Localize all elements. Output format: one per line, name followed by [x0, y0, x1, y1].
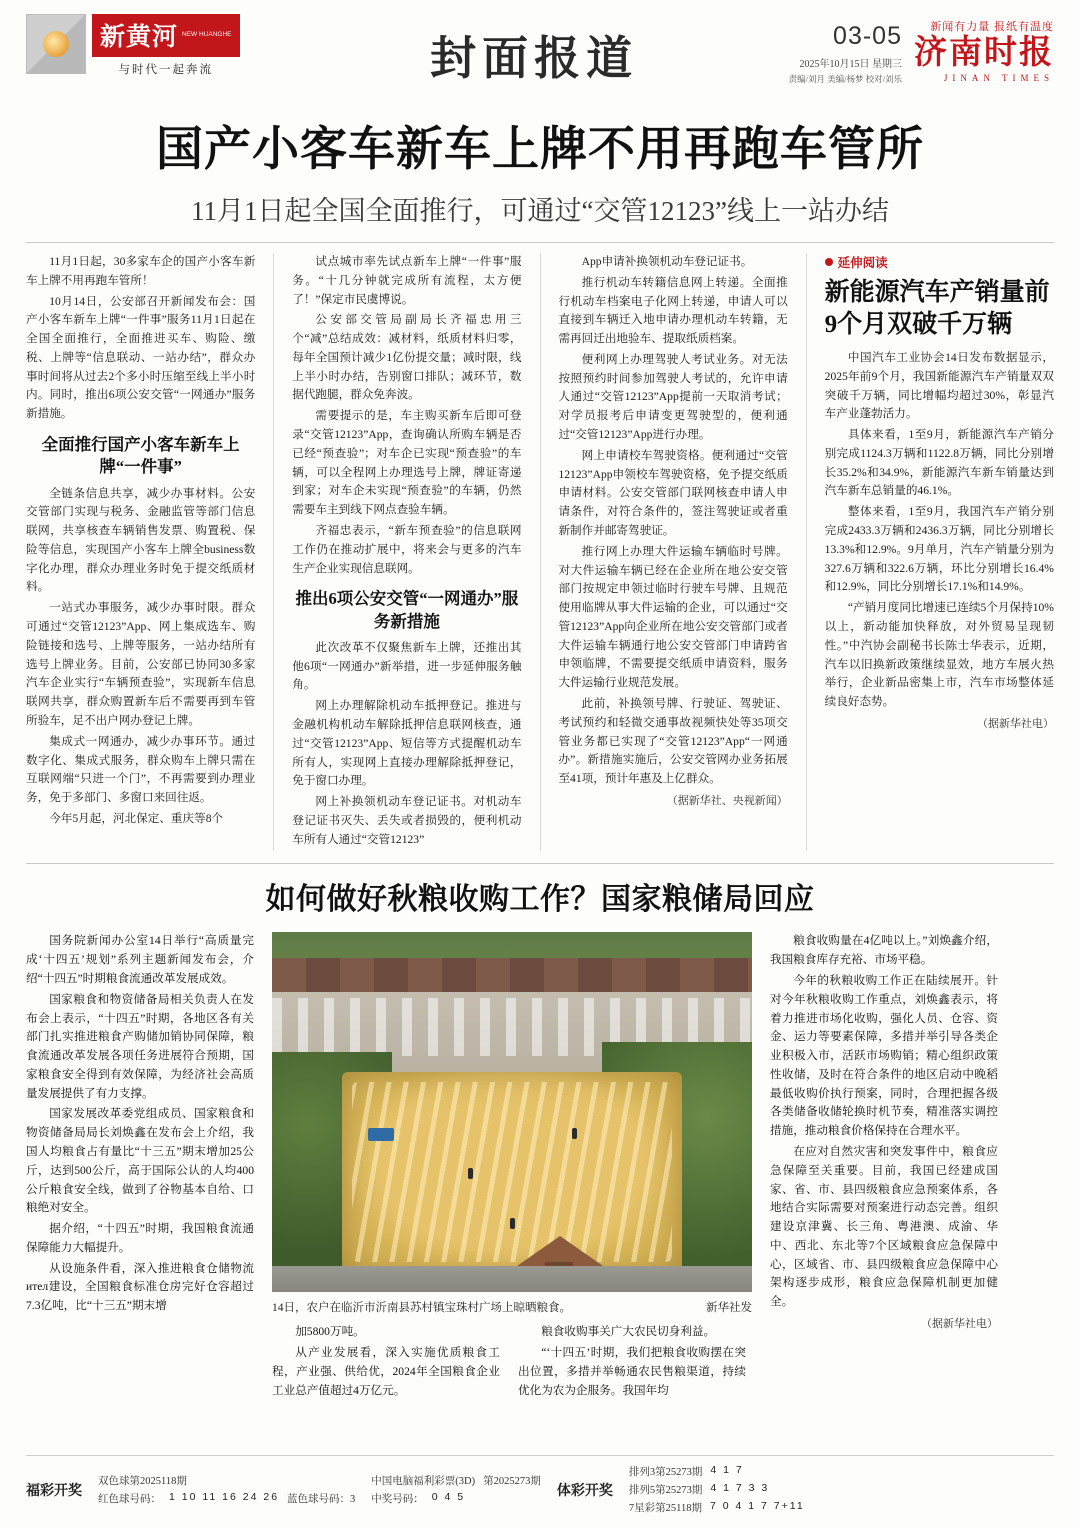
paragraph: 便利网上办理驾驶人考试业务。对无法按照预约时间参加驾驶人考试的，允许申请人通过“交管12123”App提前一天取消考试；对学员报考后申请变更驾驶型的，便利通过“交管12123”App进行办理。	[558, 352, 788, 442]
masthead	[26, 0, 1054, 100]
lottery-footer	[26, 1455, 1054, 1515]
paragraph: 从设施条件看，深入推进粮食仓储物流ител建设，全国粮食标准仓房完好仓容超过7.3亿吨，比“十三五”期末增	[26, 1261, 254, 1313]
photo-road	[272, 1266, 752, 1292]
photo-person	[468, 1168, 473, 1179]
bullet-dot-icon	[825, 258, 833, 266]
paragraph: App申请补换领机动车登记证书。	[581, 255, 753, 268]
paragraph: 网上办理解除机动车抵押登记。推进与金融机构机动车解除抵押信息联网核查，通过“交管12123”App、短信等方式提醒机动车所有人，实现网上直接办理解除抵押登记，免于窗口办理。	[292, 699, 522, 788]
story2-source: （据新华社电）	[921, 1318, 998, 1331]
photo-truck	[368, 1128, 394, 1141]
lead-subsection-title-1: 全面推行国产小客车新车上牌“一件事”	[41, 435, 240, 477]
sidebar-title: 新能源汽车产销量前9个月双破千万辆	[824, 279, 1050, 338]
sports-row2-numbers: 4 1 7 3 3	[710, 1482, 770, 1494]
qr-code-icon[interactable]	[26, 14, 86, 74]
paragraph: 集成式一网通办，减少办事环节。通过数字化、集成式服务，群众购车上牌只需在互联网端“只进一个门”，不再需要到办理业务，免于多部门、多窗口来回往返。	[26, 734, 256, 805]
paragraph: 推行网上办理大件运输车辆临时号牌。对大件运输车辆已经在企业所在地公安交管部门按规定申领过临时行驶车号牌、且规范使用临牌从事大件运输的企业，可以通过“交管12123”App向企业所在地公安交管部门或者大件运输车辆通行地公安交管部门申请跨省申领临牌，不需要提交纸质申请资料，服务大件运输行业规范发展。	[558, 544, 788, 690]
story2-columns	[26, 932, 1054, 1402]
welfare-lottery-block	[98, 1473, 355, 1506]
logo-badge	[92, 14, 240, 57]
photo-person	[510, 1218, 515, 1229]
story2-column-4	[770, 932, 998, 1333]
section-title: 封面报道	[430, 33, 639, 84]
paragraph: 具体来看，1至9月，新能源汽车产销分别完成1124.3万辆和1122.8万辆，同比分别增长35.2%和34.9%，新能源汽车新车销量达到汽车新车总销量的46.1%。	[824, 428, 1054, 498]
lead-subhead: 11月1日起全国全面推行，可通过“交管12123”线上一站办结	[191, 196, 889, 226]
paragraph: 一站式办事服务，减少办事时限。群众可通过“交管12123”App、网上集成选车、购险链接和选号、上牌等服务，一站办结所有选号上牌业务。目前，公安部已协同30多家汽车企业实行“车辆预查验”，实现新车信息联网共享，群众购置新车后不需要再到车管所验车，足不出户网办登记上牌。	[26, 601, 256, 727]
paragraph: 粮食收购事关广大农民切身利益。	[541, 1325, 716, 1339]
paragraph: 今年的秋粮收购工作正在陆续展开。针对今年秋粮收购工作重点，刘焕鑫表示，将着力推进市场化收购，强化人员、仓容、资金、运力等要素保障，多措并举引导各类企业积极入市，活跃市场购销；精心组织政策性收储，及时在符合条件的地区启动中晚稻最低收购价执行预案，同时，合理把握各级各类储备收储轮换时机节奏，精准落实调控措施，推动粮食价格保持在合理水平。	[770, 973, 998, 1138]
lottery-3d-label: 中奖号码：	[371, 1494, 424, 1505]
lottery-row	[629, 1500, 805, 1515]
lottery-red-label: 红色球号码：	[98, 1494, 161, 1505]
sports-row3-numbers: 7 0 4 1 7 7+11	[710, 1500, 805, 1512]
paper-slogan: 新闻有力量 报纸有温度	[930, 21, 1054, 33]
lottery-row	[629, 1482, 805, 1497]
lead-source: （据新华社、央视新闻）	[666, 794, 788, 807]
page-title: 国产小客车新车上牌不用再跑车管所	[156, 124, 924, 176]
sports-lottery-title: 体彩开奖	[556, 1483, 613, 1499]
lottery-row	[98, 1473, 355, 1488]
paper-brand	[914, 18, 1054, 83]
sidebar-extended-reading	[825, 253, 1054, 734]
lead-subsection-title-2: 推出6项公安交管“一网通办”服务新措施	[295, 589, 519, 631]
paragraph: 国家粮食和物资储备局相关负责人在发布会上表示，“十四五”时期，各地区各有关部门扎实推进粮食产购储加销协同保障，粮食流通改革发展各项任务进展符合预期，国家粮食安全得到有效保障，为经济社会高质量发展提供了有力支撑。	[26, 992, 254, 1100]
paragraph: 加5800万吨。	[295, 1325, 365, 1339]
story2-column-2	[272, 1323, 500, 1402]
paragraph: 今年5月起，河北保定、重庆等8个	[49, 811, 224, 825]
photo-roofs	[272, 958, 752, 992]
welfare-lottery-title: 福彩开奖	[26, 1483, 82, 1499]
lead-column-1	[26, 253, 255, 831]
issue-info	[789, 18, 902, 85]
lottery-issue-label: 双色球第2025118期	[98, 1476, 187, 1487]
column-divider	[540, 253, 541, 851]
paragraph: 试点城市率先试点新车上牌“一件事”服务。“十几分钟就完成所有流程，太方便了！”保定市民虞博说。	[292, 255, 522, 306]
column-divider	[273, 253, 274, 851]
sidebar-source: （据新华社电）	[976, 717, 1054, 730]
masthead-left	[26, 14, 240, 77]
lead-column-3	[558, 253, 787, 811]
paper-name: 济南时报	[914, 35, 1054, 71]
story2-photo-block	[272, 932, 752, 1402]
lottery-row	[371, 1473, 541, 1488]
lottery-row	[98, 1491, 355, 1506]
paragraph: 网上补换领机动车登记证书。对机动车登记证书灭失、丢失或者损毁的，便利机动车所有人通过“交管12123”	[292, 795, 522, 846]
sports-row2-label: 排列5第25273期	[628, 1485, 703, 1496]
lottery-3d-issue: 第2025273期	[483, 1476, 541, 1487]
paragraph: 公安部交管局副局长齐福忠用三个“减”总结成效：减材料，纸质材料归零，每年全国预计减少1亿份提交量；减时限，线上半小时办结，告别窗口排队；减环节，数据代跑腿，群众免奔波。	[292, 313, 522, 402]
paragraph: 此次改革不仅聚焦新车上牌，还推出其他6项“一网通办”新举措，进一步延伸服务触角。	[292, 640, 522, 692]
lottery-3d-numbers: 0 4 5	[431, 1491, 466, 1503]
photo-credit: 新华社发	[706, 1302, 752, 1315]
paragraph: 网上申请校车驾驶资格。便利通过“交管12123”App申领校车驾驶资格，免予提交纸质申请材料。公安交管部门联网核查申请人申请条件，对符合条件的，签注驾驶证或者重新制作并邮寄驾驶证。	[558, 448, 788, 537]
lottery-red-numbers: 1 10 11 16 24 26	[169, 1491, 280, 1503]
sports-row1-numbers: 4 1 7	[710, 1464, 744, 1476]
lead-headline-block	[26, 112, 1054, 228]
paragraph: 此前，补换领号牌、行驶证、驾驶证、考试预约和轻微交通事故视频快处等35项交管业务都已实现了“交管12123”App“一网通办”。新措施实施后，公安交管网办业务拓展至41项，预计年惠及上亿群众。	[558, 696, 788, 786]
paragraph: 从产业发展看，深入实施优质粮食工程，产业强、供给优，2024年全国粮食企业工业总产值超过4万亿元。	[272, 1346, 500, 1397]
story2-bottom-columns	[272, 1323, 752, 1402]
page-number: 03-05	[833, 22, 902, 50]
story2-column-3	[518, 1323, 746, 1402]
welfare-3d-block	[371, 1473, 541, 1506]
issue-date: 2025年10月15日 星期三	[799, 59, 902, 70]
paragraph: 推行机动车转籍信息网上转递。全面推行机动车档案电子化网上转递，申请人可以直接到车辆迁入地申请办理机动车转籍，无需再回迁出地验车、提取纸质档案。	[558, 275, 788, 346]
logo-name-en: NEW HUANGHE	[182, 31, 232, 39]
sidebar-body	[825, 349, 1054, 734]
sidebar-tag	[825, 253, 1054, 271]
lead-column-2	[292, 253, 521, 851]
logo-slogan: 与时代一起奔流	[118, 64, 213, 76]
photo-caption: 14日，农户在临沂市沂南县苏村镇宝珠村广场上晾晒粮食。	[272, 1302, 571, 1315]
paragraph: 11月1日起，30多家车企的国产小客车新车上牌不用再跑车管所！	[26, 255, 256, 287]
divider	[26, 242, 1054, 243]
paragraph: 在应对自然灾害和突发事件中，粮食应急保障至关重要。目前，我国已经建成国家、省、市、县四级粮食应急预案体系，各地结合实际需要对预案进行动态完善。组织建设京津冀、长三角、粤港澳、成渝、华中、西北、东北等7个区域粮食应急保障中心，区域省、市、县四级粮食应急保障中心架构逐步成形，粮食应急保障机制更加健全。	[770, 1145, 998, 1309]
lottery-3d-name: 中国电脑福利彩票(3D)	[371, 1476, 476, 1487]
lottery-row	[371, 1491, 541, 1506]
paragraph: “‘十四五’时期，我们把粮食收购摆在突出位置，多措并举畅通农民售粮渠道，持续优化为农为企服务。我国年均	[518, 1346, 746, 1397]
paragraph: 粮食收购量在4亿吨以上。”刘焕鑫介绍，我国粮食库存充裕、市场平稳。	[770, 934, 998, 967]
divider	[26, 863, 1054, 864]
publisher-logo	[92, 14, 240, 77]
photo-caption-row	[272, 1299, 752, 1315]
sports-row3-label: 7星彩第25118期	[628, 1503, 702, 1514]
paragraph: 全链条信息共享，减少办事材料。公安交管部门实现与税务、金融监管等部门信息联网，共享核查车辆销售发票、购置税、保险等信息，实现国产小客车上牌全business数字化办理，群众办理业务时免于提交纸质材料。	[26, 486, 256, 594]
paragraph: “产销月度同比增速已连续5个月保持10%以上，新动能加快释放，对外贸易呈现韧性。”中汽协会副秘书长陈士华表示，近期，汽车以旧换新政策继续显效，地方车展火热举行，企业新品密集上市，汽车市场整体延续良好态势。	[824, 601, 1054, 709]
story2-column-1	[26, 932, 254, 1318]
photo-grain-rows	[352, 1082, 672, 1262]
paragraph: 国家发展改革委党组成员、国家粮食和物资储备局局长刘焕鑫在发布会上介绍，我国人均粮食占有量比“十三五”期末增加25公斤，达到500公斤，高于国际公认的人均400公斤粮食安全线，做到了谷物基本自给、口粮绝对安全。	[26, 1107, 254, 1215]
paragraph: 需要提示的是，车主购买新车后即可登录“交管12123”App，查询确认所购车辆是否已经“预查验”；对车企已实现“预查验”的车辆，可以全程网上办理选号上牌，牌证寄递到家；对车企未实现“预查验”的车辆，仍然需要车主到线下网点查验车辆。	[292, 409, 522, 517]
paragraph: 据介绍，“十四五”时期，我国粮食流通保障能力大幅提升。	[26, 1222, 254, 1254]
paragraph: 齐福忠表示，“新车预查验”的信息联网工作仍在推动扩展中，将来会与更多的汽车生产企业实现信息联网。	[292, 523, 522, 575]
editor-credits: 责编/刘月 美编/杨梦 校对/刘乐	[788, 74, 902, 84]
masthead-right	[789, 18, 1054, 85]
news-photo	[272, 932, 752, 1292]
sidebar-tag-label: 延伸阅读	[837, 256, 888, 270]
paragraph: 中国汽车工业协会14日发布数据显示，2025年前9个月，我国新能源汽车产销量双双突破千万辆，同比增幅均超过30%，彰显汽车产业蓬勃活力。	[824, 351, 1054, 421]
paragraph: 整体来看，1至9月，我国汽车产销分别完成2433.3万辆和2436.3万辆，同比分别增长13.3%和12.9%。9月单月，汽车产销量分别为327.6万辆和322.6万辆，环比分别增长16.4%和12.9%，同比分别增长17.1%和14.9%。	[824, 505, 1054, 594]
photo-person	[572, 1128, 577, 1139]
story2-title: 如何做好秋粮收购工作？国家粮储局回应	[265, 883, 815, 917]
lottery-blue-number: 蓝色球号码：3	[287, 1494, 356, 1505]
logo-name: 新黄河	[100, 24, 179, 51]
lead-columns	[26, 253, 1054, 851]
paragraph: 国务院新闻办公室14日举行“高质量完成‘十四五’规划”系列主题新闻发布会，介绍“十四五”时期粮食流通改革发展成效。	[26, 934, 254, 985]
sports-row1-label: 排列3第25273期	[628, 1467, 703, 1478]
sports-lottery-block	[629, 1464, 805, 1515]
paper-name-en: JINAN TIMES	[943, 72, 1054, 83]
column-divider	[806, 253, 807, 851]
paragraph: 10月14日，公安部召开新闻发布会：国产小客车新车上牌“一件事”服务11月1日起在全国全面推行，全面推进买车、购险、缴税、上牌等“信息联动、一站办结”，群众办事时间将从过去2个多小时压缩至线上半小时内。同时，推出6项公安交管“一网通办”服务新措施。	[26, 294, 256, 421]
lottery-row	[629, 1464, 805, 1479]
